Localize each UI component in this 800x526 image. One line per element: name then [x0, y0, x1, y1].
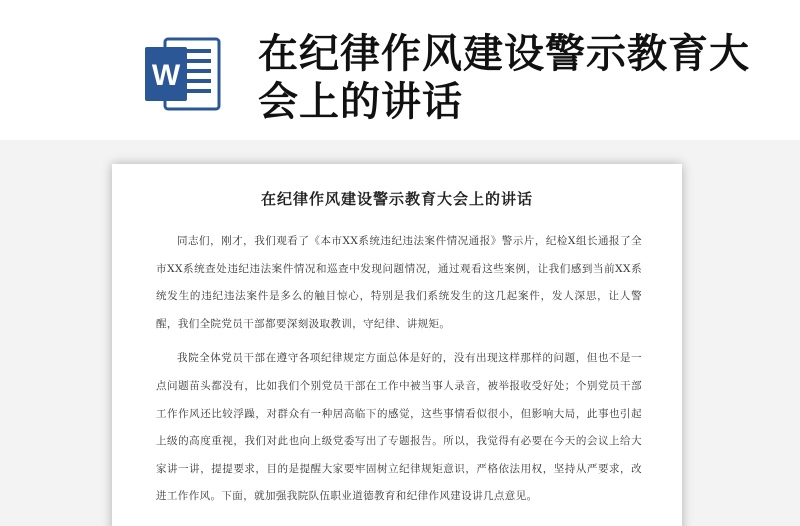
document-body	[156, 228, 642, 518]
hero-title: 在纪律作风建设警示教育大会上的讲话	[258, 31, 750, 125]
word-icon-letter: W	[151, 59, 181, 92]
document-title: 在纪律作风建设警示教育大会上的讲话	[260, 190, 533, 208]
hero-banner	[0, 0, 800, 140]
document-page	[112, 164, 682, 526]
word-document-icon	[143, 33, 225, 115]
paragraph-1: 同志们，刚才，我们观看了《本市XX系统违纪违法案件情况通报》警示片，纪检X组长通报了全市XX系统查处违纪违法案件情况和巡查中发现问题情况，通过观看这些案例，让我们感到当前XX系统发生的违纪违法案件是多么的触目惊心，特别是我们系统发生的这几起案件，发人深思，让人警醒，我们全院党员干部都要深刻汲取教训，守纪律、讲规矩。	[156, 235, 642, 330]
paragraph-2: 我院全体党员干部在遵守各项纪律规定方面总体是好的，没有出现这样那样的问题，但也不是一点问题苗头都没有，比如我们个别党员干部在工作中被当事人录音，被举报收受好处；个别党员干部工作作风还比较浮躁，对群众有一种居高临下的感觉，这些事情看似很小，但影响大局，此事也引起上级的高度重视，我们对此也向上级党委写出了专题报告。所以，我觉得有必要在今天的会议上给大家讲一讲，提提要求，目的是提醒大家要牢固树立纪律规矩意识，严格依法用权，坚持从严要求，改进工作作风。下面，就加强我院队伍职业道德教育和纪律作风建设讲几点意见。	[156, 352, 642, 503]
